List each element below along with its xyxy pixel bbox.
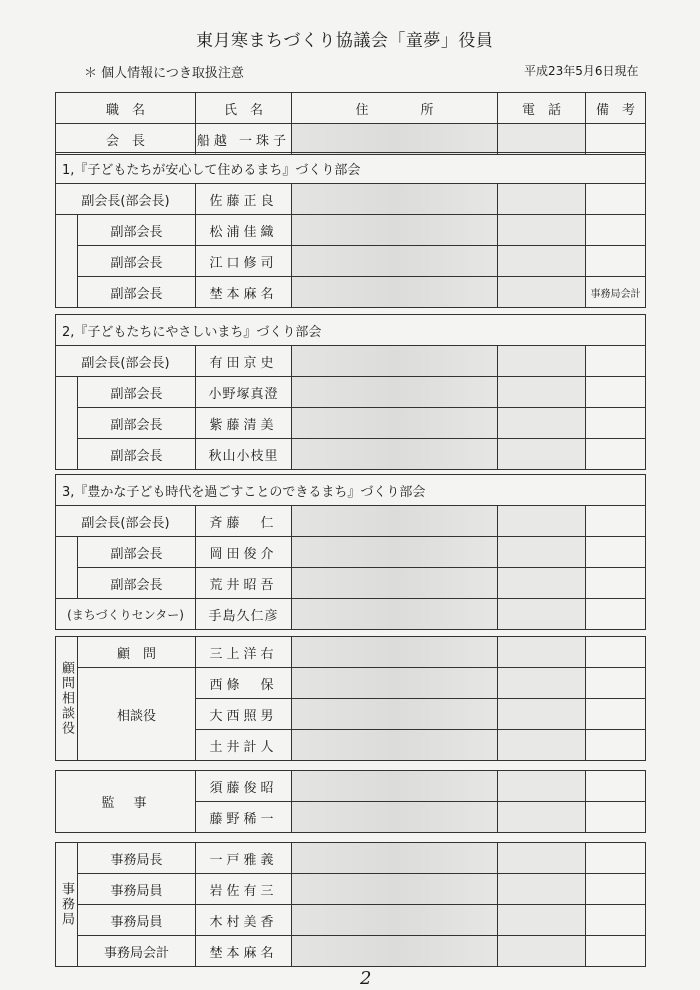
indent-cell (56, 215, 78, 308)
section-2-deputy-role: 副部会長 (78, 408, 196, 439)
page-number: 2 (360, 968, 372, 989)
phone-cell (498, 637, 586, 668)
phone-cell (498, 936, 586, 967)
address-cell (292, 771, 498, 802)
remarks-cell (586, 699, 646, 730)
chair-phone (498, 124, 586, 155)
remarks-cell (586, 730, 646, 761)
phone-cell (498, 668, 586, 699)
secretariat-role: 事務局長 (78, 843, 196, 874)
address-cell (292, 874, 498, 905)
section-3-title: 3,『豊かな子ども時代を過ごすことのできるまち』づくり部会 (56, 475, 646, 506)
remarks-cell (586, 637, 646, 668)
address-cell (292, 277, 498, 308)
address-cell (292, 377, 498, 408)
auditor-name: 藤野稀一 (196, 802, 292, 833)
chair-name: 船越 一珠子 (196, 124, 292, 155)
phone-cell (498, 246, 586, 277)
section-1-deputy-role: 副部会長 (78, 277, 196, 308)
address-cell (292, 637, 498, 668)
section-1-remarks: 事務局会計 (586, 277, 646, 308)
section-1-vice-chair-role: 副会長(部会長) (56, 184, 196, 215)
secretariat-table (55, 842, 646, 967)
section-1-table (55, 152, 646, 308)
section-2-table (55, 314, 646, 470)
remarks-cell (586, 246, 646, 277)
secretariat-name: 埜本麻名 (196, 936, 292, 967)
secretariat-group-label: 事務局 (56, 843, 78, 967)
phone-cell (498, 408, 586, 439)
secretariat-name: 岩佐有三 (196, 874, 292, 905)
auditor-name: 須藤俊昭 (196, 771, 292, 802)
remarks-cell (586, 184, 646, 215)
center-role: (まちづくりセンター) (56, 599, 196, 630)
section-1-title: 1,『子どもたちが安心して住めるまち』づくり部会 (56, 153, 646, 184)
indent-cell (56, 537, 78, 599)
address-cell (292, 506, 498, 537)
section-3-deputy-name: 荒井昭吾 (196, 568, 292, 599)
remarks-cell (586, 668, 646, 699)
section-2-vice-chair-name: 有田京史 (196, 346, 292, 377)
address-cell (292, 802, 498, 833)
phone-cell (498, 184, 586, 215)
remarks-cell (586, 905, 646, 936)
indent-cell (56, 377, 78, 470)
col-name-header: 氏 名 (196, 93, 292, 124)
phone-cell (498, 439, 586, 470)
phone-cell (498, 802, 586, 833)
phone-cell (498, 599, 586, 630)
phone-cell (498, 377, 586, 408)
remarks-cell (586, 215, 646, 246)
address-cell (292, 439, 498, 470)
remarks-cell (586, 377, 646, 408)
section-1-deputy-name: 江口修司 (196, 246, 292, 277)
auditors-role: 監 事 (56, 771, 196, 833)
address-cell (292, 843, 498, 874)
phone-cell (498, 843, 586, 874)
section-2-deputy-role: 副部会長 (78, 439, 196, 470)
address-cell (292, 730, 498, 761)
document-date: 平成23年5月6日現在 (524, 64, 639, 78)
phone-cell (498, 537, 586, 568)
section-2-deputy-name: 紫藤清美 (196, 408, 292, 439)
section-3-vice-chair-name: 斉藤 仁 (196, 506, 292, 537)
section-2-deputy-name: 小野塚真澄 (196, 377, 292, 408)
section-3-deputy-role: 副部会長 (78, 537, 196, 568)
phone-cell (498, 346, 586, 377)
section-2-deputy-name: 秋山小枝里 (196, 439, 292, 470)
section-1-deputy-role: 副部会長 (78, 215, 196, 246)
section-1-vice-chair-name: 佐藤正良 (196, 184, 292, 215)
chair-role: 会 長 (56, 124, 196, 155)
phone-cell (498, 771, 586, 802)
privacy-note: ＊ 個人情報につき取扱注意 (84, 66, 244, 81)
address-cell (292, 568, 498, 599)
adviser-name: 三上洋右 (196, 637, 292, 668)
address-cell (292, 599, 498, 630)
remarks-cell (586, 843, 646, 874)
address-cell (292, 699, 498, 730)
remarks-cell (586, 568, 646, 599)
section-3-table (55, 474, 646, 630)
secretariat-role: 事務局員 (78, 905, 196, 936)
advisors-table (55, 636, 646, 761)
section-2-vice-chair-role: 副会長(部会長) (56, 346, 196, 377)
phone-cell (498, 730, 586, 761)
adviser-role: 顧 問 (78, 637, 196, 668)
col-address-header: 住 所 (292, 93, 498, 124)
counsel-name: 西條 保 (196, 668, 292, 699)
section-2-deputy-role: 副部会長 (78, 377, 196, 408)
counsel-name: 大西照男 (196, 699, 292, 730)
address-cell (292, 408, 498, 439)
auditors-table (55, 770, 646, 833)
address-cell (292, 668, 498, 699)
remarks-cell (586, 802, 646, 833)
phone-cell (498, 215, 586, 246)
phone-cell (498, 277, 586, 308)
remarks-cell (586, 936, 646, 967)
address-cell (292, 346, 498, 377)
section-3-deputy-name: 岡田俊介 (196, 537, 292, 568)
center-name: 手島久仁彦 (196, 599, 292, 630)
section-2-title: 2,『子どもたちにやさしいまち』づくり部会 (56, 315, 646, 346)
section-1-deputy-name: 埜本麻名 (196, 277, 292, 308)
phone-cell (498, 905, 586, 936)
chair-remarks (586, 124, 646, 155)
section-1-deputy-name: 松浦佳織 (196, 215, 292, 246)
remarks-cell (586, 771, 646, 802)
remarks-cell (586, 506, 646, 537)
section-3-vice-chair-role: 副会長(部会長) (56, 506, 196, 537)
header-table (55, 92, 646, 155)
document-title: 東月寒まちづくり協議会「童夢」役員 (196, 31, 494, 51)
address-cell (292, 905, 498, 936)
address-cell (292, 936, 498, 967)
col-phone-header: 電 話 (498, 93, 586, 124)
address-cell (292, 537, 498, 568)
secretariat-role: 事務局会計 (78, 936, 196, 967)
remarks-cell (586, 874, 646, 905)
remarks-cell (586, 599, 646, 630)
remarks-cell (586, 346, 646, 377)
chair-address (292, 124, 498, 155)
advisors-group-label: 顧問相談役 (56, 637, 78, 761)
phone-cell (498, 699, 586, 730)
address-cell (292, 215, 498, 246)
remarks-cell (586, 537, 646, 568)
secretariat-name: 木村美香 (196, 905, 292, 936)
secretariat-name: 一戸雅義 (196, 843, 292, 874)
col-role-header: 職 名 (56, 93, 196, 124)
phone-cell (498, 568, 586, 599)
col-remarks-header: 備 考 (586, 93, 646, 124)
remarks-cell (586, 439, 646, 470)
address-cell (292, 184, 498, 215)
remarks-cell (586, 408, 646, 439)
counsel-name: 土井計人 (196, 730, 292, 761)
counsel-role: 相談役 (78, 668, 196, 761)
phone-cell (498, 874, 586, 905)
phone-cell (498, 506, 586, 537)
secretariat-role: 事務局員 (78, 874, 196, 905)
section-3-deputy-role: 副部会長 (78, 568, 196, 599)
address-cell (292, 246, 498, 277)
section-1-deputy-role: 副部会長 (78, 246, 196, 277)
